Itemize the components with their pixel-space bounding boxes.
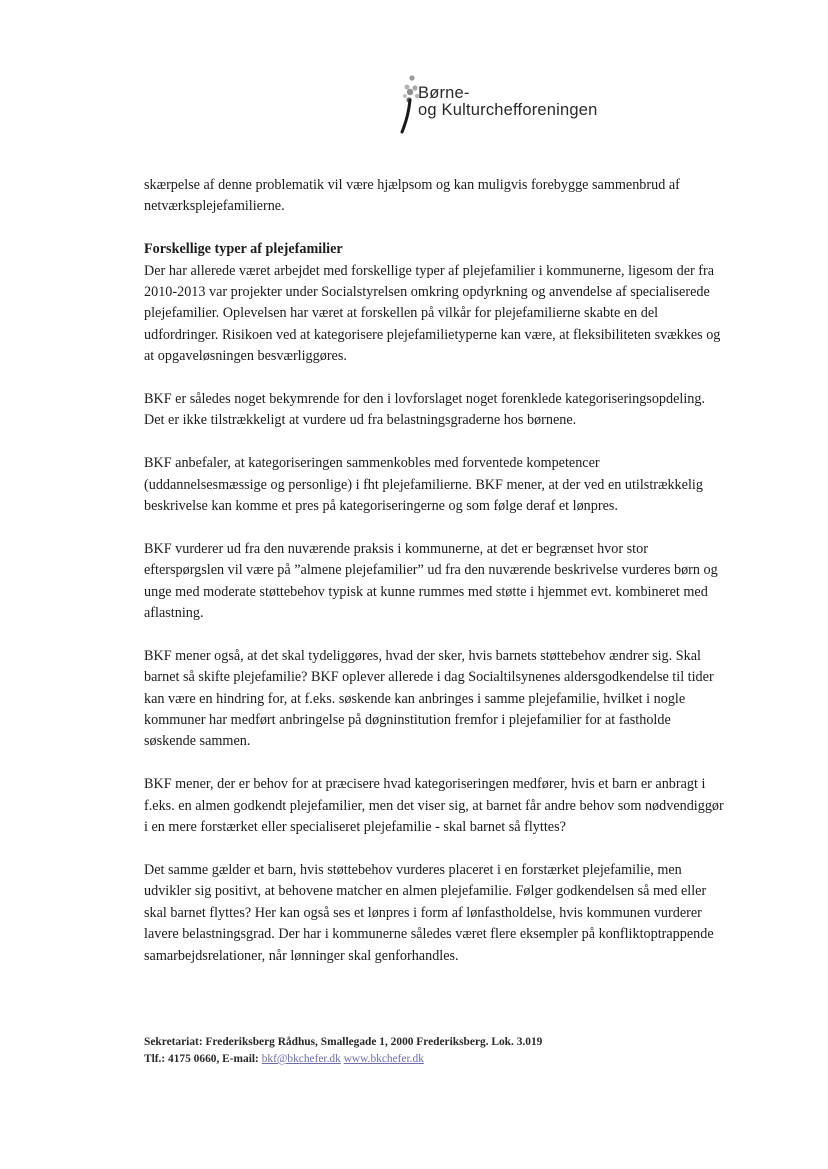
paragraph: BKF anbefaler, at kategoriseringen sammenkobles med forventede kompetencer (uddannelsesmæssige og personlige) i fht plejefamilierne. BKF mener, at der ved en utilstrækkelig beskrivelse kan komme et pres på kategoriseringerne og som følge deraf et lønpres. xyxy=(144,455,703,515)
footer-address: Sekretariat: Frederiksberg Rådhus, Smallegade 1, 2000 Frederiksberg. Lok. 3.019 xyxy=(144,1036,543,1048)
website-link[interactable]: www.bkchefer.dk xyxy=(343,1053,424,1065)
paragraph: BKF mener også, at det skal tydeliggøres, hvad der sker, hvis barnets støttebehov ændrer sig. Skal barnet så skifte plejefamilie? BKF oplever allerede i dag Socialtilsynenes aldersgodkendelse til tider kan være en hindring for, at f.eks. søskende kan anbringes i samme plejefamilie, hvilket i nogle kommuner har medført anbringelse på døgninstitution fremfor i plejefamilier for at fastholde søskende sammen. xyxy=(144,647,714,750)
letter-body xyxy=(144,175,724,967)
organization-logo xyxy=(398,72,658,142)
paragraph: BKF er således noget bekymrende for den i lovforslaget noget forenklede kategoriseringsopdeling. Det er ikke tilstrækkeligt at vurdere ud fra belastningsgraderne hos børnene. xyxy=(144,391,706,429)
email-link[interactable]: bkf@bkchefer.dk xyxy=(261,1053,341,1065)
paragraph: Der har allerede været arbejdet med forskellige typer af plejefamilier i kommunerne, ligesom der fra 2010-2013 var projekter under Socialstyrelsen omkring opdyrkning og anvendelse af specialiserede plejefamilier. Oplevelsen har været at forskellen på vilkår for plejefamilierne skabte en del udfordringer. Risikoen ved at kategorisere plejefamilietyperne kan være, at fleksibiliteten svækkes og at opgaveløsningen besværliggøres. xyxy=(144,262,721,365)
paragraph: Det samme gælder et barn, hvis støttebehov vurderes placeret i en forstærket plejefamilie, men udvikler sig positivt, at behovene matcher en almen plejefamilie. Følger godkendelsen så med eller skal barnet flyttes? Her kan også ses et lønpres i form af lønfastholdelse, hvis kommunen vurderer lavere belastningsgrad. Der har i kommunerne således været flere eksempler på konfliktoptrappende samarbejdsrelationer, når lønninger skal genforhandles. xyxy=(144,861,714,964)
footer xyxy=(144,1034,704,1068)
footer-phone: Tlf.: 4175 0660, E-mail: xyxy=(144,1053,262,1065)
logo-name-line-1: Børne- xyxy=(418,84,470,102)
logo-name-line-2: og Kulturchefforeningen xyxy=(418,101,598,119)
section-heading: Forskellige typer af plejefamilier xyxy=(144,241,343,258)
paragraph: skærpelse af denne problematik vil være hjælpsom og kan muligvis forebygge sammenbrud af netværksplejefamilierne. xyxy=(144,177,680,215)
paragraph: BKF mener, der er behov for at præcisere hvad kategoriseringen medfører, hvis et barn er anbragt i f.eks. en almen godkendt plejefamilier, men det viser sig, at barnet får andre behov som nødvendiggør i en mere forstærket eller specialiseret plejefamilie - skal barnet så flyttes? xyxy=(144,776,724,836)
footer-contact xyxy=(144,1051,704,1068)
paragraph: BKF vurderer ud fra den nuværende praksis i kommunerne, at det er begrænset hvor stor efterspørgslen vil være på ”almene plejefamilier” ud fra den nuværende beskrivelse vurderes børn og unge med moderate støttebehov typisk at kunne rummes med støtte i hjemmet evt. kombineret med aflastning. xyxy=(144,540,718,622)
